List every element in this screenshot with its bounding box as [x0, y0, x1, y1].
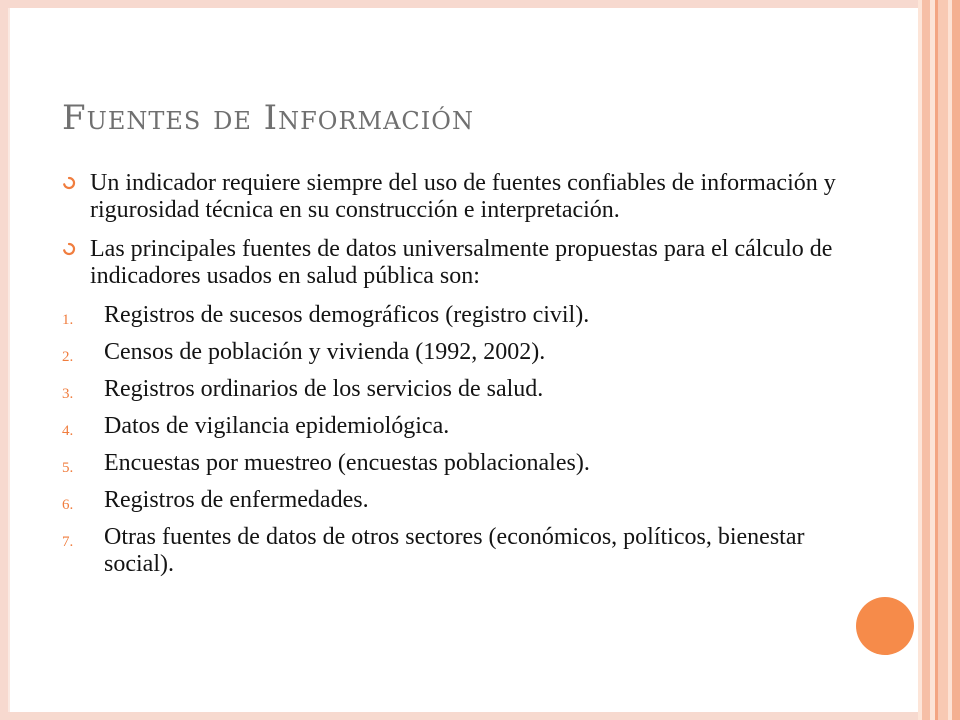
frame-bottom-border [0, 712, 918, 720]
numbered-item [62, 302, 852, 329]
bullet-text: Las principales fuentes de datos universalmente propuestas para el cálculo de indicadores usados en salud pública son: [90, 236, 833, 289]
item-text: Encuestas por muestreo (encuestas poblacionales). [104, 450, 590, 476]
numbered-item [62, 487, 852, 514]
item-number: 4. [62, 423, 74, 439]
numbered-item [62, 450, 852, 477]
item-number: 7. [62, 534, 74, 550]
ring-bullet-icon [62, 176, 76, 190]
slide-title: Fuentes de Información [62, 98, 474, 138]
numbered-item [62, 339, 852, 366]
bullet-item [62, 236, 852, 290]
stripe [952, 0, 960, 720]
frame-inner-left-border [8, 8, 10, 712]
slide-content [62, 170, 852, 588]
item-number: 3. [62, 386, 74, 402]
item-number: 5. [62, 460, 74, 476]
numbered-item [62, 524, 852, 578]
stripe [938, 0, 948, 720]
item-text: Censos de población y vivienda (1992, 2002). [104, 339, 546, 365]
right-stripes [918, 0, 960, 720]
stripe [922, 0, 930, 720]
bullet-text: Un indicador requiere siempre del uso de fuentes confiables de información y rigurosidad técnica en su construcción e interpretación. [90, 170, 836, 223]
orange-circle-icon [856, 597, 914, 655]
item-number: 2. [62, 349, 74, 365]
item-text: Registros ordinarios de los servicios de salud. [104, 376, 544, 402]
bullet-item [62, 170, 852, 224]
numbered-item [62, 413, 852, 440]
numbered-item [62, 376, 852, 403]
item-text: Registros de enfermedades. [104, 487, 369, 513]
item-text: Otras fuentes de datos de otros sectores (económicos, políticos, bienestar social). [104, 524, 805, 577]
item-text: Registros de sucesos demográficos (registro civil). [104, 302, 590, 328]
item-number: 1. [62, 312, 74, 328]
item-text: Datos de vigilancia epidemiológica. [104, 413, 450, 439]
ring-bullet-icon [62, 242, 76, 256]
frame-left-border [0, 0, 8, 720]
item-number: 6. [62, 497, 74, 513]
frame-top-border [0, 0, 918, 8]
